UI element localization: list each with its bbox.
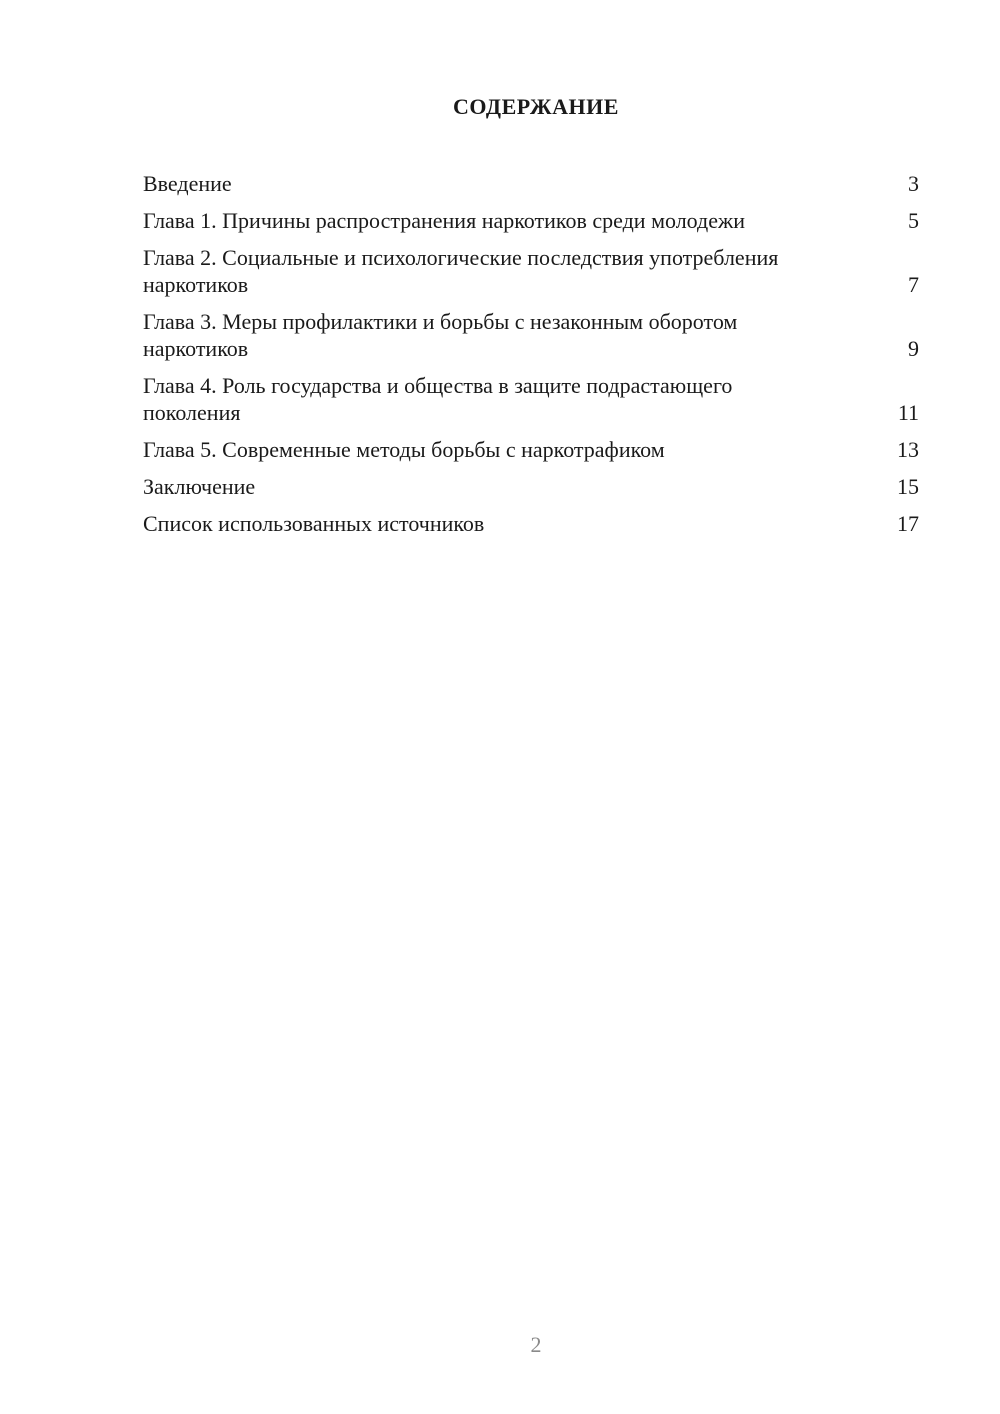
toc-entry-title: Глава 4. Роль государства и общества в защите подрастающего поколения — [143, 373, 733, 425]
toc-entry-page: 15 — [897, 474, 919, 499]
toc-entry[interactable] — [143, 473, 919, 500]
toc-entry-page: 3 — [908, 171, 919, 196]
toc-entry-title: Список использованных источников — [143, 511, 485, 536]
toc-entry[interactable] — [143, 436, 919, 463]
toc-entry[interactable] — [143, 244, 919, 298]
toc-entry-page: 11 — [897, 400, 919, 425]
toc-entry[interactable] — [143, 308, 919, 362]
toc-entry-title: Глава 3. Меры профилактики и борьбы с незаконным оборотом наркотиков — [143, 309, 738, 361]
toc-entry[interactable] — [143, 372, 919, 426]
toc-entry-title: Глава 2. Социальные и психологические последствия употребления наркотиков — [143, 245, 779, 297]
page-title: СОДЕРЖАНИЕ — [453, 94, 619, 119]
toc-entry-page: 5 — [908, 208, 919, 233]
toc-entry-title: Введение — [143, 171, 232, 196]
toc-entry[interactable] — [143, 207, 919, 234]
toc-entry-title: Заключение — [143, 474, 256, 499]
toc-entry[interactable] — [143, 170, 919, 197]
toc-entry-page: 13 — [897, 437, 919, 462]
page-number: 2 — [530, 1332, 542, 1357]
toc-entry-page: 7 — [908, 272, 919, 297]
table-of-contents — [143, 170, 919, 547]
toc-entry-title: Глава 5. Современные методы борьбы с наркотрафиком — [143, 437, 665, 462]
toc-entry-page: 9 — [908, 336, 919, 361]
toc-entry-title: Глава 1. Причины распространения наркотиков среди молодежи — [143, 208, 745, 233]
toc-entry-page: 17 — [897, 511, 919, 536]
toc-entry[interactable] — [143, 510, 919, 537]
